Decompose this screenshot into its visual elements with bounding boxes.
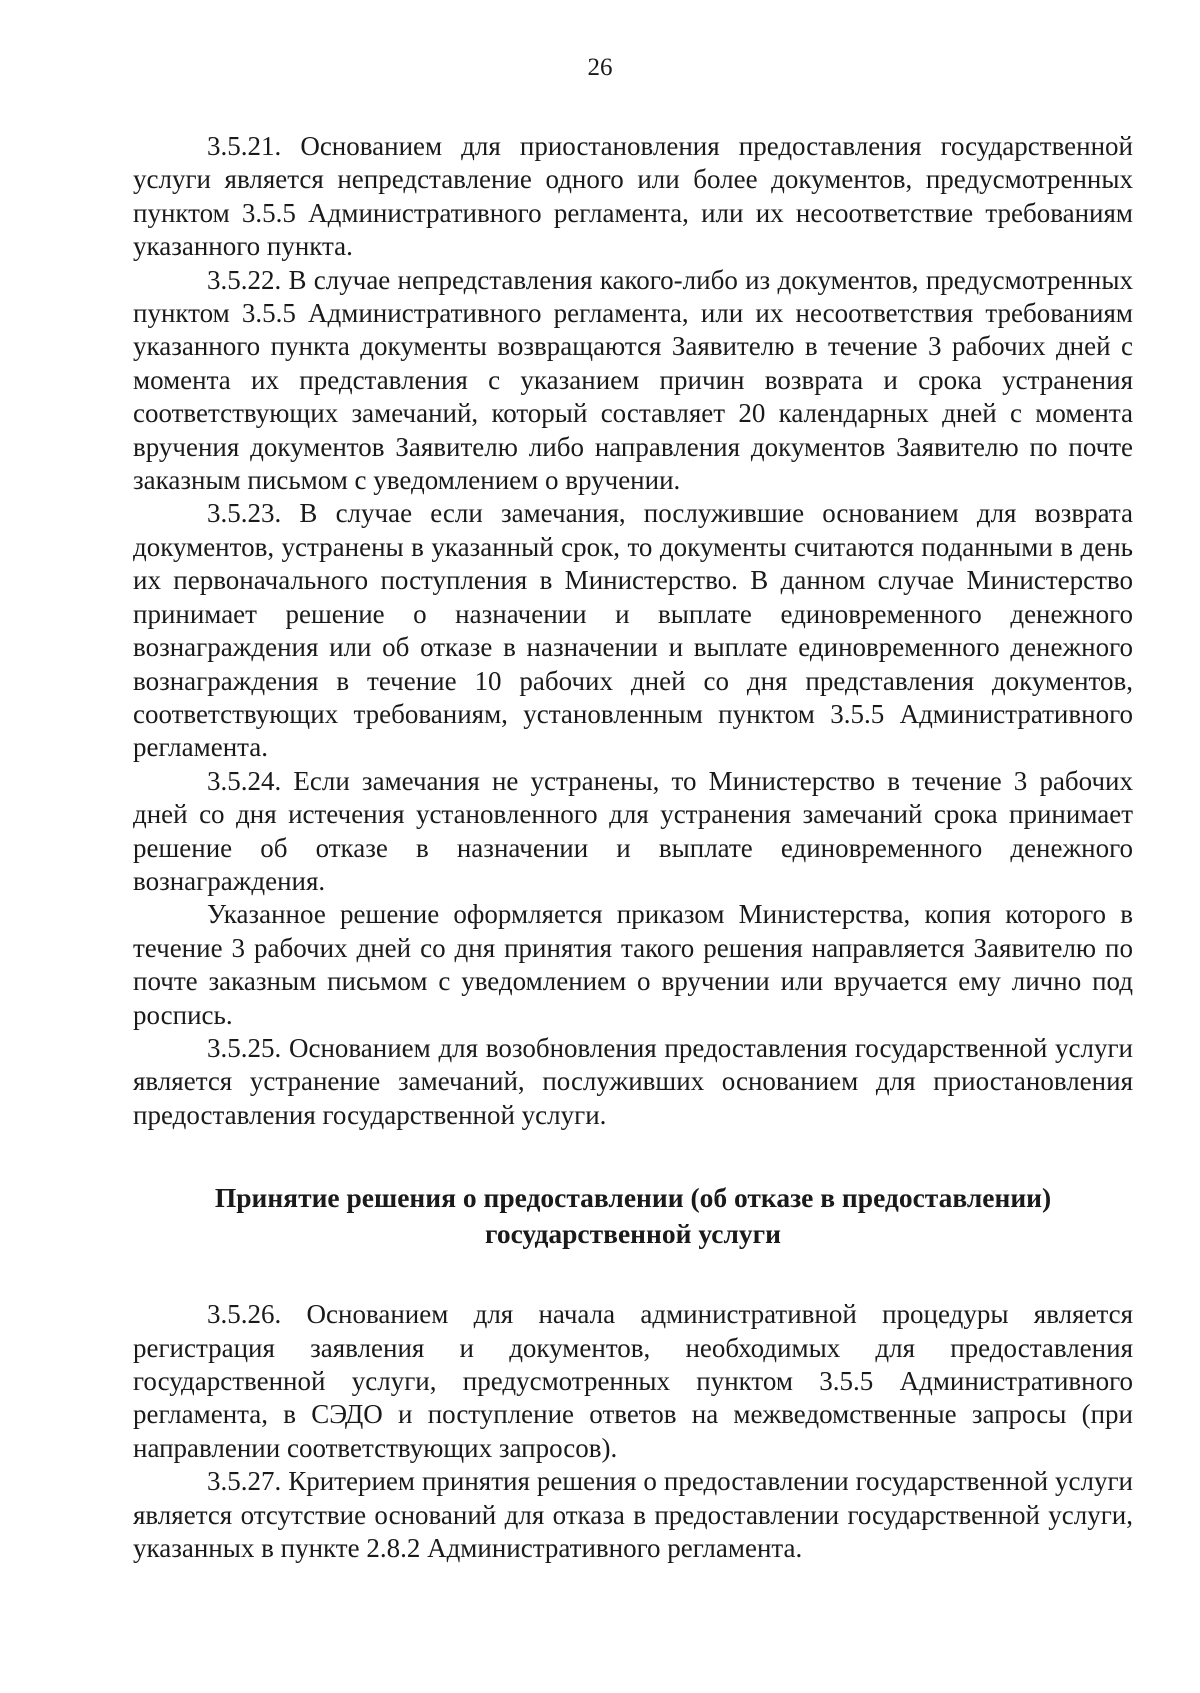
- section-heading: [133, 1180, 1133, 1252]
- section-heading-line-1: Принятие решения о предоставлении (об отказе в предоставлении): [214, 1182, 1052, 1214]
- page-number: 26: [587, 54, 613, 81]
- paragraph-3-5-27: 3.5.27. Критерием принятия решения о предоставлении государственной услуги является отсутствие оснований для отказа в предоставлении государственной услуги, указанных в пункте 2.8.2 Административного регламента.: [133, 1466, 1133, 1564]
- paragraph-3-5-22: 3.5.22. В случае непредставления какого-либо из документов, предусмотренных пунктом 3.5.5 Административного регламента, или их несоответствия требованиям указанного пункта документы возвращаются Заявителю в течение 3 рабочих дней с момента их представления с указанием причин возврата и срока устранения соответствующих замечаний, который составляет 20 календарных дней с момента вручения документов Заявителю либо направления документов Заявителю по почте заказным письмом с уведомлением о вручении.: [133, 264, 1133, 496]
- section-heading-line-2: государственной услуги: [485, 1218, 781, 1250]
- paragraph-3-5-21: 3.5.21. Основанием для приостановления предоставления государственной услуги является непредставление одного или более документов, предусмотренных пунктом 3.5.5 Административного регламента, или их несоответствие требованиям указанного пункта.: [133, 131, 1133, 262]
- document-body: [133, 130, 1133, 1565]
- paragraph-decision-order: Указанное решение оформляется приказом Министерства, копия которого в течение 3 рабочих дней со дня принятия такого решения направляется Заявителю по почте заказным письмом с уведомлением о вручении или вручается ему лично под роспись.: [133, 899, 1133, 1030]
- paragraph-3-5-26: 3.5.26. Основанием для начала административной процедуры является регистрация заявления и документов, необходимых для предоставления государственной услуги, предусмотренных пунктом 3.5.5 Административного регламента, в СЭДО и поступление ответов на межведомственные запросы (при направлении соответствующих запросов).: [133, 1299, 1133, 1463]
- paragraph-3-5-24: 3.5.24. Если замечания не устранены, то Министерство в течение 3 рабочих дней со дня истечения установленного для устранения замечаний срока принимает решение об отказе в назначении и выплате единовременного денежного вознаграждения.: [133, 765, 1133, 896]
- paragraph-3-5-23: 3.5.23. В случае если замечания, послужившие основанием для возврата документов, устранены в указанный срок, то документы считаются поданными в день их первоначального поступления в Министерство. В данном случае Министерство принимает решение о назначении и выплате единовременного денежного вознаграждения или об отказе в назначении и выплате единовременного денежного вознаграждения в течение 10 рабочих дней со дня представления документов, соответствующих требованиям, установленным пунктом 3.5.5 Административного регламента.: [133, 498, 1133, 763]
- paragraph-3-5-25: 3.5.25. Основанием для возобновления предоставления государственной услуги является устранение замечаний, послуживших основанием для приостановления предоставления государственной услуги.: [133, 1032, 1133, 1130]
